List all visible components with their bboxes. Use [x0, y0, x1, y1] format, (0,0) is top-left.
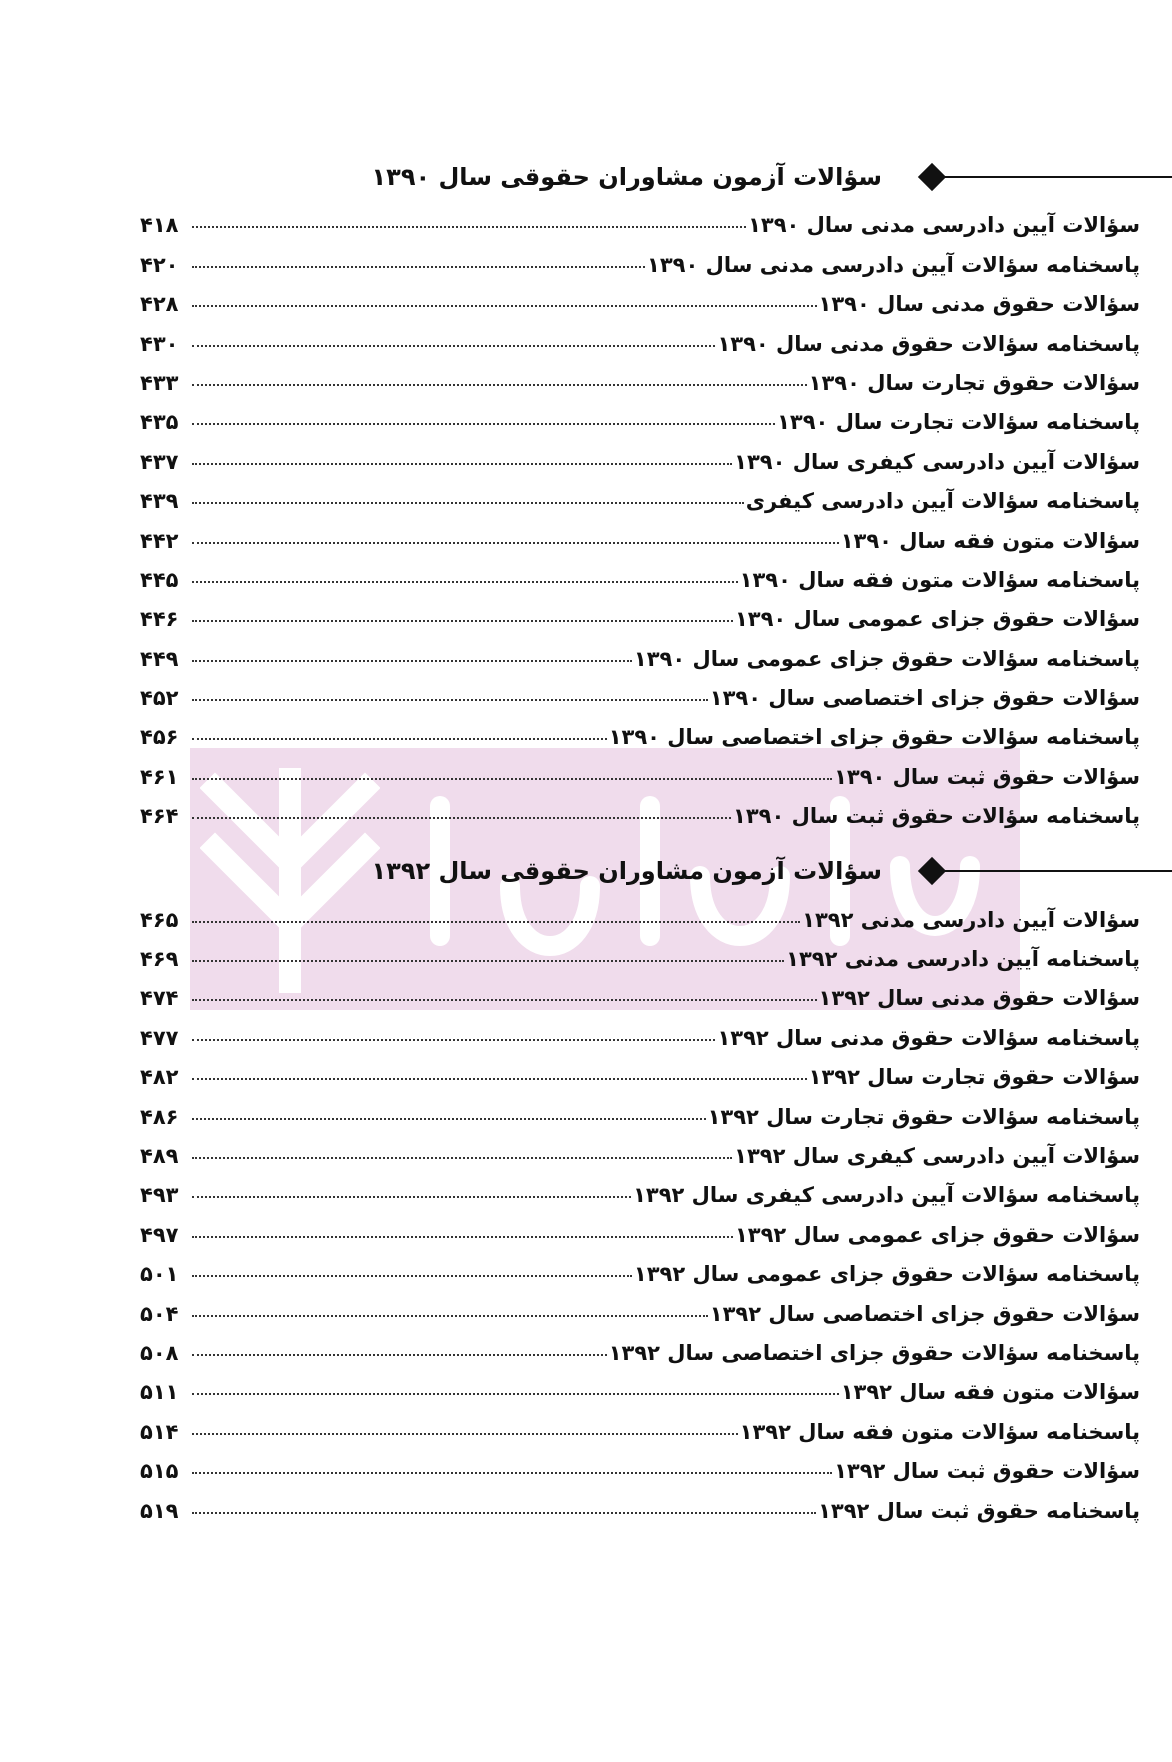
toc-entry[interactable]	[140, 553, 1140, 592]
toc-entry-title: پاسخنامه سؤالات متون فقه سال ۱۳۹۰	[739, 567, 1140, 592]
toc-entry[interactable]	[140, 1010, 1140, 1049]
toc-entry-page-number: ۴۱۸	[140, 213, 179, 238]
toc-entry-page-number: ۴۶۹	[140, 947, 179, 972]
toc-entry-page-number: ۴۳۷	[140, 449, 179, 474]
toc-entry-page-number: ۵۰۴	[140, 1301, 179, 1326]
dot-leader	[192, 226, 746, 228]
toc-entry-page-number: ۵۰۸	[140, 1340, 179, 1365]
dot-leader	[192, 699, 708, 701]
toc-entry-title: سؤالات آیین دادرسی کیفری سال ۱۳۹۰	[734, 449, 1140, 474]
dot-leader	[192, 778, 832, 780]
dot-leader	[192, 960, 784, 962]
toc-entry[interactable]	[140, 356, 1140, 395]
dot-leader	[192, 1512, 816, 1514]
dot-leader	[192, 1275, 632, 1277]
toc-entry-page-number: ۴۹۷	[140, 1222, 179, 1247]
toc-entry[interactable]	[140, 631, 1140, 670]
toc-entry-page-number: ۴۴۹	[140, 646, 179, 671]
toc-entry-page-number: ۴۶۱	[140, 764, 179, 789]
toc-list	[140, 892, 1172, 1522]
toc-entry[interactable]	[140, 277, 1140, 316]
toc-entry-title: پاسخنامه سؤالات حقوق جزای اختصاصی سال ۱۳۹۰	[608, 725, 1140, 750]
toc-entry[interactable]	[140, 474, 1140, 513]
dot-leader	[192, 620, 733, 622]
toc-entry-page-number: ۵۰۱	[140, 1262, 179, 1287]
toc-entry[interactable]	[140, 671, 1140, 710]
toc-entry-title: سؤالات متون فقه سال ۱۳۹۰	[840, 528, 1140, 553]
toc-entry-page-number: ۴۲۸	[140, 292, 179, 317]
toc-entry[interactable]	[140, 1089, 1140, 1128]
toc-entry-title: پاسخنامه سؤالات حقوق جزای عمومی سال ۱۳۹۰	[633, 646, 1140, 671]
dot-leader	[192, 738, 607, 740]
toc-entry-title: سؤالات حقوق جزای عمومی سال ۱۳۹۲	[734, 1222, 1140, 1247]
toc-entry-page-number: ۴۶۴	[140, 804, 179, 829]
toc-entry-page-number: ۴۷۷	[140, 1025, 179, 1050]
dot-leader	[192, 266, 645, 268]
toc-entry-title: پاسخنامه سؤالات حقوق مدنی سال ۱۳۹۰	[717, 331, 1140, 356]
heading-rule	[932, 870, 1172, 872]
dot-leader	[192, 1433, 738, 1435]
toc-entry-title: سؤالات متون فقه سال ۱۳۹۲	[840, 1380, 1140, 1405]
dot-leader	[192, 1118, 706, 1120]
dot-leader	[192, 1039, 715, 1041]
dot-leader	[192, 345, 715, 347]
toc-entry[interactable]	[140, 1050, 1140, 1089]
dot-leader	[192, 1078, 807, 1080]
dot-leader	[192, 1393, 839, 1395]
toc-entry[interactable]	[140, 749, 1140, 788]
toc-entry-title: سؤالات حقوق جزای اختصاصی سال ۱۳۹۲	[709, 1301, 1140, 1326]
toc-entry-title: پاسخنامه سؤالات آیین دادرسی کیفری	[745, 489, 1140, 514]
toc-entry-title: سؤالات حقوق مدنی سال ۱۳۹۰	[818, 292, 1140, 317]
toc-entry-page-number: ۵۱۹	[140, 1498, 179, 1523]
toc-entry[interactable]	[140, 1326, 1140, 1365]
toc-entry-title: پاسخنامه سؤالات تجارت سال ۱۳۹۰	[777, 410, 1140, 435]
dot-leader	[192, 1354, 607, 1356]
toc-entry-title: سؤالات حقوق ثبت سال ۱۳۹۰	[834, 764, 1140, 789]
toc-entry-page-number: ۴۴۶	[140, 607, 179, 632]
section-title: سؤالات آزمون مشاوران حقوقی سال ۱۳۹۰	[371, 163, 882, 191]
toc-entry-page-number: ۵۱۵	[140, 1459, 179, 1484]
toc-entry-title: سؤالات حقوق مدنی سال ۱۳۹۲	[818, 986, 1140, 1011]
toc-entry-page-number: ۵۱۴	[140, 1419, 179, 1444]
dot-leader	[192, 384, 807, 386]
toc-list	[140, 198, 1172, 828]
toc-entry-page-number: ۴۵۲	[140, 686, 179, 711]
dot-leader	[192, 1157, 732, 1159]
toc-entry[interactable]	[140, 434, 1140, 473]
section-heading	[140, 854, 1172, 888]
toc-entry-page-number: ۴۸۶	[140, 1104, 179, 1129]
toc-entry-title: پاسخنامه سؤالات حقوق مدنی سال ۱۳۹۲	[717, 1025, 1140, 1050]
toc-section	[140, 160, 1172, 828]
dot-leader	[192, 423, 775, 425]
toc-entry[interactable]	[140, 1444, 1140, 1483]
toc-entry[interactable]	[140, 198, 1140, 237]
section-title: سؤالات آزمون مشاوران حقوقی سال ۱۳۹۲	[371, 857, 882, 886]
toc-entry[interactable]	[140, 1168, 1140, 1207]
toc-entry-page-number: ۴۹۳	[140, 1183, 179, 1208]
dot-leader	[192, 502, 744, 504]
toc-entry[interactable]	[140, 932, 1140, 971]
toc-entry-title: پاسخنامه سؤالات حقوق جزای اختصاصی سال ۱۳۹۲	[608, 1340, 1140, 1365]
toc-section	[140, 854, 1172, 1522]
toc-entry-title: سؤالات حقوق جزای عمومی سال ۱۳۹۰	[734, 607, 1140, 632]
dot-leader	[192, 1315, 708, 1317]
diamond-bullet-icon	[918, 857, 946, 885]
toc-entry-page-number: ۴۶۵	[140, 907, 179, 932]
toc-entry[interactable]	[140, 592, 1140, 631]
toc-entry-title: سؤالات حقوق ثبت سال ۱۳۹۲	[834, 1459, 1140, 1484]
toc-entry[interactable]	[140, 1247, 1140, 1286]
toc-entry[interactable]	[140, 395, 1140, 434]
toc-entry[interactable]	[140, 1365, 1140, 1404]
toc-entry-page-number: ۴۴۲	[140, 528, 179, 553]
toc-entry[interactable]	[140, 1404, 1140, 1443]
diamond-bullet-icon	[918, 163, 946, 191]
toc-entry-title: پاسخنامه آیین دادرسی مدنی ۱۳۹۲	[786, 947, 1140, 972]
toc-entry-page-number: ۴۲۰	[140, 252, 179, 277]
heading-rule	[932, 176, 1172, 178]
toc-entry-title: سؤالات حقوق جزای اختصاصی سال ۱۳۹۰	[709, 686, 1140, 711]
table-of-contents	[140, 160, 1172, 1549]
dot-leader	[192, 1196, 631, 1198]
toc-entry[interactable]	[140, 1286, 1140, 1325]
section-heading	[140, 160, 1172, 194]
toc-entry[interactable]	[140, 513, 1140, 552]
toc-entry-title: سؤالات حقوق تجارت سال ۱۳۹۲	[808, 1065, 1140, 1090]
toc-entry[interactable]	[140, 316, 1140, 355]
toc-entry-page-number: ۴۳۹	[140, 489, 179, 514]
toc-entry-page-number: ۴۵۶	[140, 725, 179, 750]
toc-entry[interactable]	[140, 1207, 1140, 1246]
toc-entry-title: پاسخنامه سؤالات آیین دادرسی مدنی سال ۱۳۹۰	[647, 252, 1140, 277]
toc-entry-page-number: ۴۳۳	[140, 370, 179, 395]
toc-entry-title: پاسخنامه سؤالات حقوق تجارت سال ۱۳۹۲	[707, 1104, 1140, 1129]
toc-entry[interactable]	[140, 971, 1140, 1010]
dot-leader	[192, 305, 817, 307]
toc-entry-title: سؤالات حقوق تجارت سال ۱۳۹۰	[808, 370, 1140, 395]
dot-leader	[192, 1472, 832, 1474]
dot-leader	[192, 921, 800, 923]
toc-entry-page-number: ۵۱۱	[140, 1380, 179, 1405]
dot-leader	[192, 999, 817, 1001]
toc-entry-page-number: ۴۳۰	[140, 331, 179, 356]
toc-entry[interactable]	[140, 710, 1140, 749]
toc-entry-title: پاسخنامه سؤالات آیین دادرسی کیفری سال ۱۳۹۲	[633, 1183, 1140, 1208]
dot-leader	[192, 542, 839, 544]
toc-entry-title: سؤالات آیین دادرسی مدنی ۱۳۹۲	[802, 907, 1140, 932]
dot-leader	[192, 463, 732, 465]
toc-entry[interactable]	[140, 892, 1140, 931]
dot-leader	[192, 817, 731, 819]
toc-entry-title: سؤالات آیین دادرسی کیفری سال ۱۳۹۲	[734, 1143, 1140, 1168]
toc-entry-title: پاسخنامه سؤالات حقوق جزای عمومی سال ۱۳۹۲	[633, 1262, 1140, 1287]
dot-leader	[192, 660, 632, 662]
toc-entry[interactable]	[140, 237, 1140, 276]
toc-entry-page-number: ۴۷۴	[140, 986, 179, 1011]
toc-entry[interactable]	[140, 1129, 1140, 1168]
dot-leader	[192, 581, 738, 583]
toc-entry[interactable]	[140, 1483, 1140, 1522]
toc-entry-page-number: ۴۴۵	[140, 567, 179, 592]
toc-entry[interactable]	[140, 789, 1140, 828]
toc-entry-page-number: ۴۸۹	[140, 1143, 179, 1168]
toc-entry-title: پاسخنامه سؤالات حقوق ثبت سال ۱۳۹۰	[733, 804, 1140, 829]
toc-entry-title: سؤالات آیین دادرسی مدنی سال ۱۳۹۰	[748, 213, 1140, 238]
toc-entry-title: پاسخنامه سؤالات متون فقه سال ۱۳۹۲	[739, 1419, 1140, 1444]
dot-leader	[192, 1236, 733, 1238]
toc-entry-page-number: ۴۸۲	[140, 1065, 179, 1090]
toc-entry-page-number: ۴۳۵	[140, 410, 179, 435]
toc-entry-title: پاسخنامه حقوق ثبت سال ۱۳۹۲	[818, 1498, 1140, 1523]
